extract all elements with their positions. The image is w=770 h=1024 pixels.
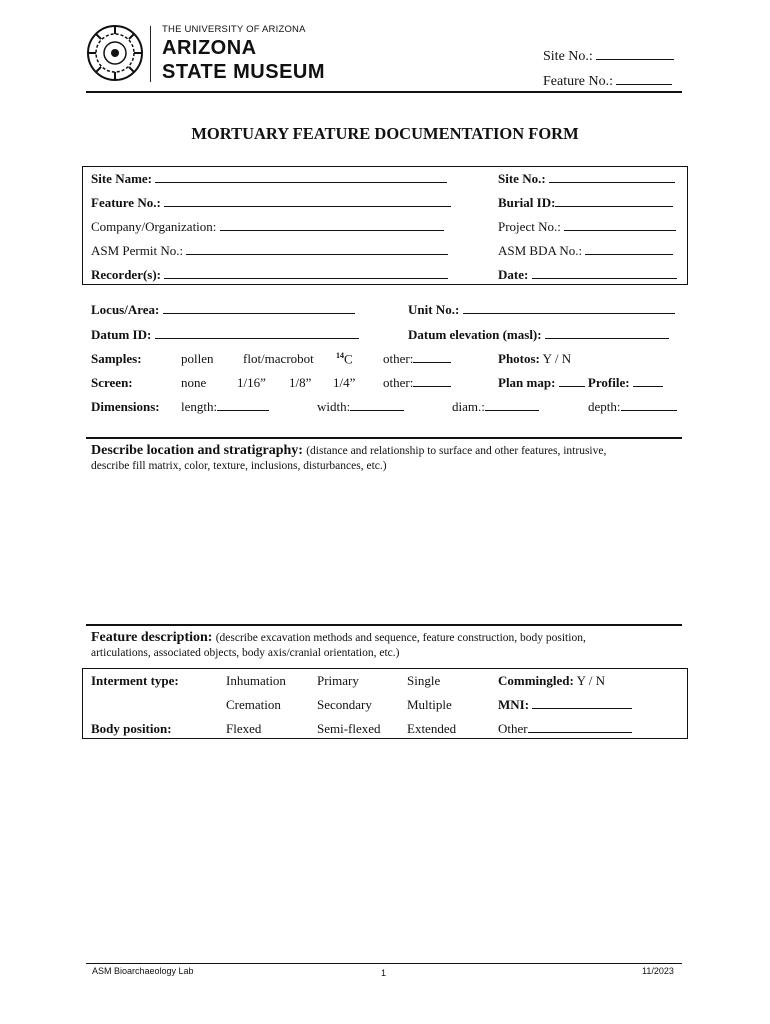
university-name: THE UNIVERSITY OF ARIZONA	[162, 24, 306, 35]
header-site-no-field[interactable]	[596, 48, 674, 60]
plan-profile-row: Plan map: Profile:	[498, 375, 663, 391]
locus-area-field[interactable]	[163, 302, 355, 314]
company-row: Company/Organization:	[91, 219, 444, 235]
width-row: width:	[317, 399, 404, 415]
sample-other-row: other:	[383, 351, 451, 367]
photos-row: Photos: Y / N	[498, 351, 572, 366]
primary-option[interactable]: Primary	[317, 673, 359, 688]
feature-no-row: Feature No.:	[91, 195, 451, 211]
site-name-field[interactable]	[155, 171, 447, 183]
screen-other-field[interactable]	[413, 375, 451, 387]
multiple-option[interactable]: Multiple	[407, 697, 452, 712]
feature-description-rule	[86, 624, 682, 626]
form-title: MORTUARY FEATURE DOCUMENTATION FORM	[191, 124, 579, 143]
sample-other-field[interactable]	[413, 351, 451, 363]
photos-yes-no-option[interactable]: Y / N	[542, 351, 572, 366]
datum-id-row: Datum ID:	[91, 327, 359, 343]
feature-description-writing-area[interactable]	[86, 744, 682, 956]
stratigraphy-writing-area[interactable]	[86, 478, 682, 620]
museum-name-line1: ARIZONA	[162, 37, 257, 59]
footer-rule	[86, 963, 682, 964]
depth-field[interactable]	[621, 399, 677, 411]
screen-other-row: other:	[383, 375, 451, 391]
bda-no-field[interactable]	[585, 243, 673, 255]
diam-row: diam.:	[452, 399, 539, 415]
diam-field[interactable]	[485, 399, 539, 411]
company-field[interactable]	[220, 219, 444, 231]
semi-flexed-option[interactable]: Semi-flexed	[317, 721, 381, 736]
datum-elevation-field[interactable]	[545, 327, 669, 339]
screen-none-option[interactable]: none	[181, 375, 207, 390]
museum-name-line2: STATE MUSEUM	[162, 61, 326, 83]
stratigraphy-heading-row: Describe location and stratigraphy: (distance and relationship to surface and other features, intrusive,	[91, 443, 607, 458]
dimensions-label: Dimensions:	[91, 399, 160, 414]
unit-no-field[interactable]	[463, 302, 675, 314]
feature-no-field[interactable]	[164, 195, 451, 207]
commingled-yes-no-option[interactable]: Y / N	[576, 673, 606, 688]
date-field[interactable]	[532, 267, 677, 279]
depth-row: depth:	[588, 399, 677, 415]
body-position-label: Body position:	[91, 721, 172, 736]
feature-description-note: articulations, associated objects, body axis/cranial orientation, etc.)	[91, 647, 400, 659]
secondary-option[interactable]: Secondary	[317, 697, 372, 712]
cremation-option[interactable]: Cremation	[226, 697, 281, 712]
plan-map-field[interactable]	[559, 375, 585, 387]
footer-date: 11/2023	[642, 966, 674, 976]
length-field[interactable]	[217, 399, 269, 411]
header-feature-no-field[interactable]	[616, 73, 672, 85]
logo-divider	[150, 26, 151, 82]
footer-page-number: 1	[381, 968, 387, 978]
permit-no-field[interactable]	[186, 243, 448, 255]
locus-area-row: Locus/Area:	[91, 302, 355, 318]
recorders-field[interactable]	[164, 267, 448, 279]
header-feature-no: Feature No.:	[543, 73, 672, 90]
stratigraphy-note: describe fill matrix, color, texture, inclusions, disturbances, etc.)	[91, 460, 387, 472]
header-site-no: Site No.:	[543, 48, 674, 65]
site-no-field[interactable]	[549, 171, 675, 183]
burial-id-field[interactable]	[555, 195, 673, 207]
site-no-row: Site No.:	[498, 171, 675, 187]
flexed-option[interactable]: Flexed	[226, 721, 262, 736]
screen-116-option[interactable]: 1/16”	[237, 375, 266, 390]
datum-id-field[interactable]	[155, 327, 359, 339]
burial-id-row: Burial ID:	[498, 195, 673, 211]
sample-flot-option[interactable]: flot/macrobot	[243, 351, 314, 366]
feature-description-heading-row: Feature description: (describe excavation methods and sequence, feature construction, body position,	[91, 630, 586, 645]
permit-no-row: ASM Permit No.:	[91, 243, 448, 259]
date-row: Date:	[498, 267, 677, 283]
museum-logo-icon	[86, 24, 144, 82]
mni-row: MNI:	[498, 697, 632, 713]
single-option[interactable]: Single	[407, 673, 441, 688]
interment-type-label: Interment type:	[91, 673, 179, 688]
sample-c14-option[interactable]: $^{14}$C	[336, 351, 353, 367]
mni-field[interactable]	[532, 697, 632, 709]
header-rule	[86, 91, 682, 93]
project-no-field[interactable]	[564, 219, 676, 231]
datum-elevation-row: Datum elevation (masl):	[408, 327, 669, 343]
samples-label: Samples:	[91, 351, 142, 366]
stratigraphy-rule	[86, 437, 682, 439]
screen-label: Screen:	[91, 375, 133, 390]
extended-option[interactable]: Extended	[407, 721, 457, 736]
bda-no-row: ASM BDA No.:	[498, 243, 673, 259]
other-position-field[interactable]	[528, 721, 632, 733]
screen-18-option[interactable]: 1/8”	[289, 375, 312, 390]
footer-lab-name: ASM Bioarchaeology Lab	[92, 966, 194, 976]
width-field[interactable]	[350, 399, 404, 411]
site-name-row: Site Name:	[91, 171, 447, 187]
unit-no-row: Unit No.:	[408, 302, 675, 318]
inhumation-option[interactable]: Inhumation	[226, 673, 286, 688]
commingled-row: Commingled: Y / N	[498, 673, 606, 688]
length-row: length:	[181, 399, 269, 415]
other-position-row: Other	[498, 721, 632, 737]
sample-pollen-option[interactable]: pollen	[181, 351, 214, 366]
screen-14-option[interactable]: 1/4”	[333, 375, 356, 390]
recorders-row: Recorder(s):	[91, 267, 448, 283]
profile-field[interactable]	[633, 375, 663, 387]
project-no-row: Project No.:	[498, 219, 676, 235]
